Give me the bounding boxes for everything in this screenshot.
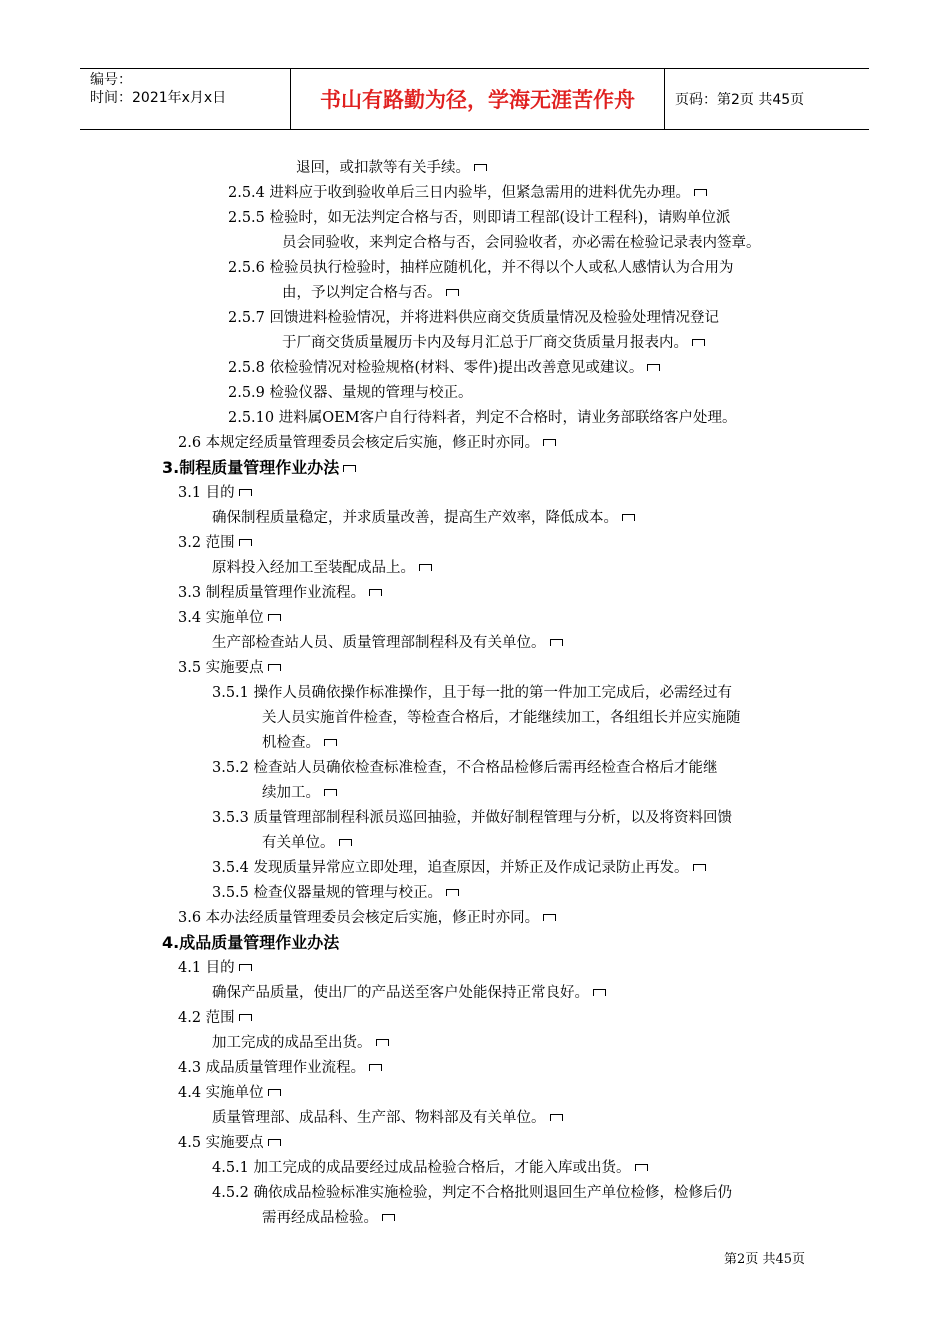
paragraph-mark-icon: [593, 989, 606, 996]
line-4: [282, 233, 761, 253]
paragraph-mark-icon: [550, 639, 563, 646]
paragraph-mark-icon: [239, 964, 252, 971]
line-text: 确保制程质量稳定，并求质量改善，提高生产效率，降低成本。: [212, 510, 618, 526]
paragraph-mark-icon: [268, 1139, 281, 1146]
line-text: 需再经成品检验。: [262, 1210, 378, 1226]
line-12: [178, 433, 556, 453]
paragraph-mark-icon: [647, 364, 660, 371]
line-41: [212, 1158, 648, 1178]
document-header: [80, 68, 869, 130]
line-text: 3.3 制程质量管理作业流程。: [178, 585, 366, 601]
paragraph-mark-icon: [446, 889, 459, 896]
line-43: [262, 1208, 395, 1228]
line-text: 员会同验收，来判定合格与否，会同验收者，亦必需在检验记录表内签章。: [282, 235, 761, 251]
line-21: [178, 658, 281, 678]
line-33: [178, 958, 252, 978]
line-15: [212, 508, 635, 528]
header-page-number: 页码：第2页 共45页: [675, 92, 805, 108]
paragraph-mark-icon: [268, 664, 281, 671]
paragraph-mark-icon: [419, 564, 432, 571]
paragraph-mark-icon: [239, 539, 252, 546]
line-text: 2.5.10 进料属OEM客户自行待料者，判定不合格时，请业务部联络客户处理。: [228, 410, 737, 426]
line-text: 关人员实施首件检查，等检查合格后，才能继续加工，各组组长并应实施随: [262, 710, 741, 726]
line-42: [212, 1183, 732, 1203]
paragraph-mark-icon: [324, 739, 337, 746]
section-4-heading: [162, 933, 339, 953]
line-text: 3.2 范围: [178, 535, 235, 551]
line-text: 3.6 本办法经质量管理委员会核定后实施，修正时亦同。: [178, 910, 540, 926]
paragraph-mark-icon: [268, 614, 281, 621]
line-28: [262, 833, 352, 853]
header-motto: 书山有路勤为径，学海无涯苦作舟: [291, 69, 665, 129]
line-22: [212, 683, 732, 703]
line-text: 于厂商交货质量履历卡内及每月汇总于厂商交货质量月报表内。: [282, 335, 688, 351]
line-2: [228, 183, 707, 203]
paragraph-mark-icon: [239, 1014, 252, 1021]
paragraph-mark-icon: [268, 1089, 281, 1096]
line-text: 4.5.2 确依成品检验标准实施检验，判定不合格批则退回生产单位检修，检修后仍: [212, 1185, 733, 1201]
paragraph-mark-icon: [376, 1039, 389, 1046]
line-38: [178, 1083, 281, 1103]
line-5: [228, 258, 734, 278]
line-39: [212, 1108, 563, 1128]
line-19: [178, 608, 281, 628]
paragraph-mark-icon: [369, 1064, 382, 1071]
line-24: [262, 733, 337, 753]
line-text: 原料投入经加工至装配成品上。: [212, 560, 415, 576]
line-27: [212, 808, 732, 828]
line-text: 确保产品质量，使出厂的产品送至客户处能保持正常良好。: [212, 985, 589, 1001]
line-23: [262, 708, 741, 728]
line-text: 生产部检查站人员、质量管理部制程科及有关单位。: [212, 635, 546, 651]
line-text: 3.1 目的: [178, 485, 235, 501]
line-text: 2.5.9 检验仪器、量规的管理与校正。: [228, 385, 473, 401]
line-text: 3.5.2 检查站人员确依检查标准检查，不合格品检修后需再经检查合格后才能继: [212, 760, 718, 776]
line-3: [228, 208, 730, 228]
line-25: [212, 758, 718, 778]
line-text: 4.4 实施单位: [178, 1085, 264, 1101]
line-8: [282, 333, 705, 353]
line-text: 加工完成的成品至出货。: [212, 1035, 372, 1051]
line-37: [178, 1058, 382, 1078]
paragraph-mark-icon: [382, 1214, 395, 1221]
line-text: 3.5.5 检查仪器量规的管理与校正。: [212, 885, 443, 901]
paragraph-mark-icon: [693, 864, 706, 871]
paragraph-mark-icon: [339, 839, 352, 846]
line-text: 3.5 实施要点: [178, 660, 264, 676]
paragraph-mark-icon: [692, 339, 705, 346]
line-text: 3.5.4 发现质量异常应立即处理，追查原因，并矫正及作成记录防止再发。: [212, 860, 689, 876]
line-text: 退回，或扣款等有关手续。: [296, 160, 470, 176]
paragraph-mark-icon: [343, 465, 356, 472]
line-text: 2.5.5 检验时，如无法判定合格与否，则即请工程部(设计工程科)，请购单位派: [228, 210, 731, 226]
line-26: [262, 783, 337, 803]
line-14: [178, 483, 252, 503]
line-18: [178, 583, 382, 603]
line-text: 续加工。: [262, 785, 320, 801]
line-text: 2.5.4 进料应于收到验收单后三日内验毕，但紧急需用的进料优先办理。: [228, 185, 691, 201]
line-text: 由，予以判定合格与否。: [282, 285, 442, 301]
line-text: 2.5.8 依检验情况对检验规格(材料、零件)提出改善意见或建议。: [228, 360, 644, 376]
paragraph-mark-icon: [543, 914, 556, 921]
line-1: [296, 158, 487, 178]
paragraph-mark-icon: [635, 1164, 648, 1171]
paragraph-mark-icon: [543, 439, 556, 446]
line-40: [178, 1133, 281, 1153]
line-text: 3.制程质量管理作业办法: [162, 458, 340, 477]
line-text: 有关单位。: [262, 835, 335, 851]
line-text: 机检查。: [262, 735, 320, 751]
paragraph-mark-icon: [622, 514, 635, 521]
line-35: [178, 1008, 252, 1028]
paragraph-mark-icon: [446, 289, 459, 296]
line-16: [178, 533, 252, 553]
line-11: [228, 408, 737, 428]
line-text: 4.2 范围: [178, 1010, 235, 1026]
line-text: 2.5.6 检验员执行检验时，抽样应随机化，并不得以个人或私人感情认为合用为: [228, 260, 734, 276]
line-text: 3.5.1 操作人员确依操作标准操作，且于每一批的第一件加工完成后，必需经过有: [212, 685, 733, 701]
section-3-heading: [162, 458, 356, 478]
paragraph-mark-icon: [324, 789, 337, 796]
line-36: [212, 1033, 389, 1053]
header-meta: [80, 69, 291, 129]
line-17: [212, 558, 432, 578]
line-10: [228, 383, 473, 403]
line-20: [212, 633, 563, 653]
paragraph-mark-icon: [694, 189, 707, 196]
document-number: 编号：: [90, 72, 132, 88]
line-34: [212, 983, 606, 1003]
paragraph-mark-icon: [369, 589, 382, 596]
document-date: 时间：2021年x月x日: [90, 90, 227, 106]
line-text: 2.5.7 回馈进料检验情况，并将进料供应商交货质量情况及检验处理情况登记: [228, 310, 720, 326]
line-text: 3.5.3 质量管理部制程科派员巡回抽验，并做好制程管理与分析，以及将资料回馈: [212, 810, 733, 826]
line-text: 2.6 本规定经质量管理委员会核定后实施，修正时亦同。: [178, 435, 540, 451]
line-text: 4.成品质量管理作业办法: [162, 933, 340, 952]
line-text: 4.5.1 加工完成的成品要经过成品检验合格后，才能入库或出货。: [212, 1160, 631, 1176]
line-text: 4.5 实施要点: [178, 1135, 264, 1151]
line-31: [178, 908, 556, 928]
line-6: [282, 283, 459, 303]
line-text: 质量管理部、成品科、生产部、物料部及有关单位。: [212, 1110, 546, 1126]
line-30: [212, 883, 459, 903]
line-7: [228, 308, 719, 328]
line-text: 3.4 实施单位: [178, 610, 264, 626]
paragraph-mark-icon: [474, 164, 487, 171]
line-29: [212, 858, 706, 878]
line-text: 4.1 目的: [178, 960, 235, 976]
paragraph-mark-icon: [550, 1114, 563, 1121]
line-9: [228, 358, 660, 378]
paragraph-mark-icon: [239, 489, 252, 496]
footer-page-number: 第2页 共45页: [724, 1252, 805, 1267]
line-text: 4.3 成品质量管理作业流程。: [178, 1060, 366, 1076]
